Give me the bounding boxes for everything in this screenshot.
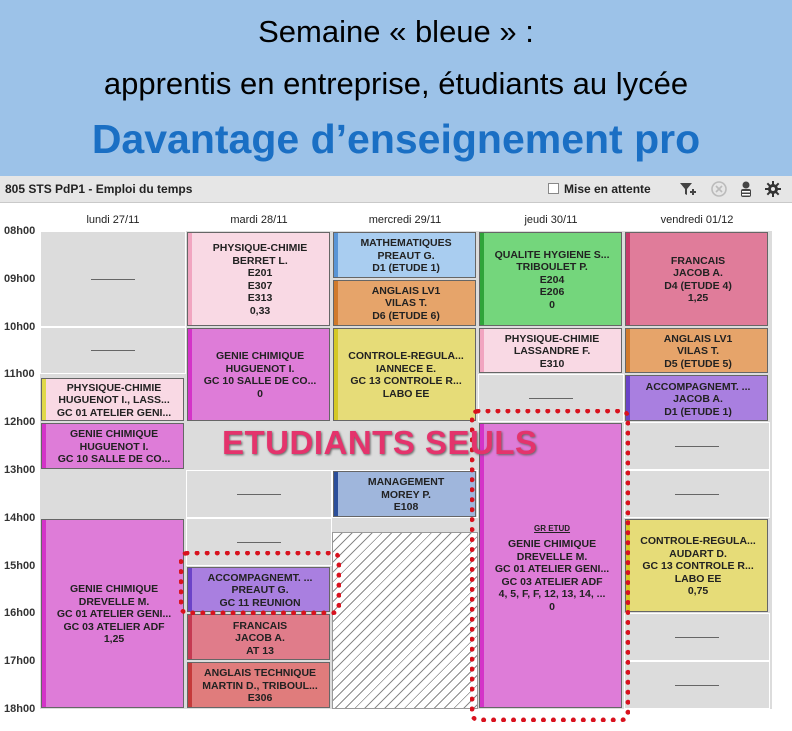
highlight-dotted-frame-accompagnement [179, 551, 341, 615]
banner-headline: Davantage d’enseignement pro [91, 116, 701, 162]
course-line: LABO EE [674, 572, 722, 585]
course-line: 0 [549, 600, 555, 613]
course-line: E313 [247, 292, 273, 305]
course-line: CONTROLE-REGULA... [640, 535, 756, 548]
course-line: 0 [549, 298, 555, 311]
filter-add-icon[interactable] [678, 180, 696, 198]
course-color-stripe [334, 329, 338, 421]
course-block-tue-anglais[interactable] [187, 662, 330, 708]
course-block-tue-phys[interactable] [187, 232, 330, 326]
course-block-thu-qualite[interactable] [479, 232, 622, 326]
course-block-fri-accomp[interactable] [625, 375, 768, 421]
day-header-wednesday: mercredi 29/11 [368, 214, 442, 226]
course-line: E201 [247, 267, 273, 280]
course-line: ANGLAIS LV1 [371, 284, 441, 297]
banner-line-2: apprentis en entreprise, étudiants au lycée [103, 66, 689, 101]
hour-label: 09h00 [4, 272, 36, 285]
course-color-stripe [480, 233, 484, 325]
course-block-tue-genie[interactable] [187, 328, 330, 422]
day-header-friday: vendredi 01/12 [660, 214, 734, 226]
window-title: 805 STS PdP1 - Emploi du temps [5, 182, 193, 196]
course-line: 0,33 [249, 304, 271, 317]
course-color-stripe [188, 663, 192, 707]
course-line: ACCOMPAGNEMT. ... [645, 380, 751, 393]
course-block-wed-controle[interactable] [333, 328, 476, 422]
window-titlebar [0, 176, 792, 203]
hour-label: 12h00 [4, 416, 36, 429]
course-line: AT 13 [246, 644, 274, 657]
course-line: ANGLAIS LV1 [663, 332, 733, 345]
overlay-etudiants-seuls: ETUDIANTS SEULS [222, 424, 538, 461]
timetable-grid [40, 231, 772, 709]
course-line: MOREY P. [381, 488, 431, 501]
empty-slot[interactable] [624, 613, 770, 661]
course-line: E307 [247, 279, 273, 292]
course-line: D1 (ETUDE 1) [372, 262, 440, 275]
course-line: ANGLAIS TECHNIQUE [204, 667, 317, 680]
course-line: MANAGEMENT [367, 476, 445, 489]
day-header-monday: lundi 27/11 [86, 214, 140, 226]
empty-slot[interactable] [186, 470, 332, 518]
course-line: VILAS T. [677, 345, 720, 358]
course-block-fri-controle[interactable] [625, 519, 768, 613]
course-line: HUGUENOT I. [225, 362, 295, 375]
course-line: GC 01 ATELIER GENI... [56, 406, 172, 419]
course-color-stripe [334, 472, 338, 516]
course-line: GC 01 ATELIER GENI... [56, 608, 172, 621]
course-block-fri-francais[interactable] [625, 232, 768, 326]
course-line: IANNECE E. [375, 362, 437, 375]
course-line: GC 13 CONTROLE R... [350, 375, 462, 388]
course-color-stripe [42, 520, 46, 707]
course-line: E306 [247, 692, 273, 705]
course-line: LABO EE [382, 387, 430, 400]
course-line: GC 01 ATELIER GENI... [494, 563, 610, 576]
course-line: DREVELLE M. [78, 595, 150, 608]
course-color-stripe [188, 233, 192, 325]
course-line: GC 13 CONTROLE R... [642, 560, 754, 573]
empty-slot[interactable] [40, 231, 186, 327]
course-color-stripe [42, 379, 46, 420]
course-line: GENIE CHIMIQUE [69, 428, 159, 441]
day-header-tuesday: mardi 28/11 [230, 214, 288, 226]
hour-label: 14h00 [4, 511, 36, 524]
course-line: GC 10 SALLE DE CO... [203, 375, 317, 388]
course-line: FRANCAIS [232, 619, 288, 632]
course-line: 1,25 [687, 292, 709, 305]
course-line: GENIE CHIMIQUE [507, 538, 597, 551]
course-line: BERRET L. [232, 254, 288, 267]
course-line: QUALITE HYGIENE S... [494, 248, 610, 261]
course-line: 0 [257, 387, 263, 400]
course-line: JACOB A. [235, 632, 285, 645]
cancel-circle-icon[interactable] [710, 180, 728, 198]
course-line: E206 [539, 286, 565, 299]
empty-slot[interactable] [624, 422, 770, 470]
course-block-thu-phys[interactable] [479, 328, 622, 374]
course-line: D5 (ETUDE 5) [664, 357, 732, 370]
course-line: VILAS T. [385, 297, 428, 310]
course-color-stripe [626, 329, 630, 373]
course-line: CONTROLE-REGULA... [348, 350, 464, 363]
hour-label: 15h00 [4, 559, 36, 572]
course-line: JACOB A. [673, 267, 723, 280]
course-line: ACCOMPAGNEMT. ... [207, 571, 313, 584]
course-line: PHYSIQUE-CHIMIE [66, 381, 162, 394]
course-line: GC 10 SALLE DE CO... [57, 453, 171, 466]
course-line: PREAUT G. [377, 249, 435, 262]
hour-label: 10h00 [4, 320, 36, 333]
course-color-stripe [188, 329, 192, 421]
course-line: HUGUENOT I., LASS... [58, 394, 170, 407]
mise-en-attente-label: Mise en attente [564, 182, 651, 196]
course-line: JACOB A. [673, 393, 723, 406]
course-line: E108 [393, 501, 419, 514]
empty-slot[interactable] [624, 470, 770, 518]
course-color-stripe [334, 233, 338, 277]
course-block-tue-francais[interactable] [187, 614, 330, 660]
course-block-wed-management[interactable] [333, 471, 476, 517]
course-line: PREAUT G. [231, 584, 289, 597]
gear-icon[interactable] [764, 180, 782, 198]
course-line: GC 11 REUNION [219, 596, 301, 609]
course-line: MATHEMATIQUES [360, 237, 452, 250]
hour-label: 08h00 [4, 225, 36, 237]
hour-label: 16h00 [4, 607, 36, 620]
course-line: E310 [539, 357, 565, 370]
course-line: D4 (ETUDE 4) [664, 279, 732, 292]
hour-label: 13h00 [4, 464, 36, 476]
course-color-stripe [334, 281, 338, 325]
course-line: D6 (ETUDE 6) [372, 309, 440, 322]
course-block-mon-phys[interactable] [41, 378, 184, 421]
course-line: PHYSIQUE-CHIMIE [504, 332, 600, 345]
course-line: GENIE CHIMIQUE [69, 583, 159, 596]
course-color-stripe [480, 329, 484, 373]
course-line: D1 (ETUDE 1) [664, 405, 732, 418]
hour-label: 18h00 [4, 703, 36, 715]
course-block-mon-genie2[interactable] [41, 519, 184, 708]
course-line: GENIE CHIMIQUE [215, 350, 305, 363]
banner-line-1: Semaine « bleue » : [258, 14, 534, 49]
unavailable-hatched-slot [332, 532, 478, 709]
course-line: LASSANDRE F. [513, 345, 591, 358]
course-block-wed-anglais[interactable] [333, 280, 476, 326]
course-line: GR ETUD [534, 523, 571, 533]
course-line: PHYSIQUE-CHIMIE [212, 242, 308, 255]
slide-banner [0, 0, 792, 176]
course-color-stripe [626, 233, 630, 325]
hour-label: 11h00 [4, 368, 35, 381]
course-line: 0,75 [687, 585, 709, 598]
course-block-wed-maths[interactable] [333, 232, 476, 278]
course-line: GC 03 ATELIER ADF [501, 575, 603, 588]
course-line: FRANCAIS [670, 254, 726, 267]
course-line: HUGUENOT I. [79, 440, 149, 453]
course-color-stripe [188, 615, 192, 659]
course-line: MARTIN D., TRIBOUL... [202, 679, 318, 692]
course-color-stripe [42, 424, 46, 468]
empty-slot[interactable] [624, 661, 770, 709]
course-block-fri-anglais[interactable] [625, 328, 768, 374]
mise-en-attente-checkbox[interactable] [548, 183, 559, 194]
course-line: 1,25 [103, 633, 125, 646]
day-header-thursday: jeudi 30/11 [524, 214, 578, 226]
course-line: AUDART D. [669, 547, 727, 560]
course-block-mon-genie1[interactable] [41, 423, 184, 469]
course-line: E204 [539, 273, 565, 286]
course-line: GC 03 ATELIER ADF [63, 620, 165, 633]
empty-slot[interactable] [40, 327, 186, 375]
course-line: TRIBOULET P. [516, 261, 588, 274]
course-line: DREVELLE M. [516, 550, 588, 563]
person-icon[interactable] [737, 180, 755, 198]
course-line: 4, 5, F, F, 12, 13, 14, ... [498, 588, 606, 601]
hour-label: 17h00 [4, 655, 36, 668]
